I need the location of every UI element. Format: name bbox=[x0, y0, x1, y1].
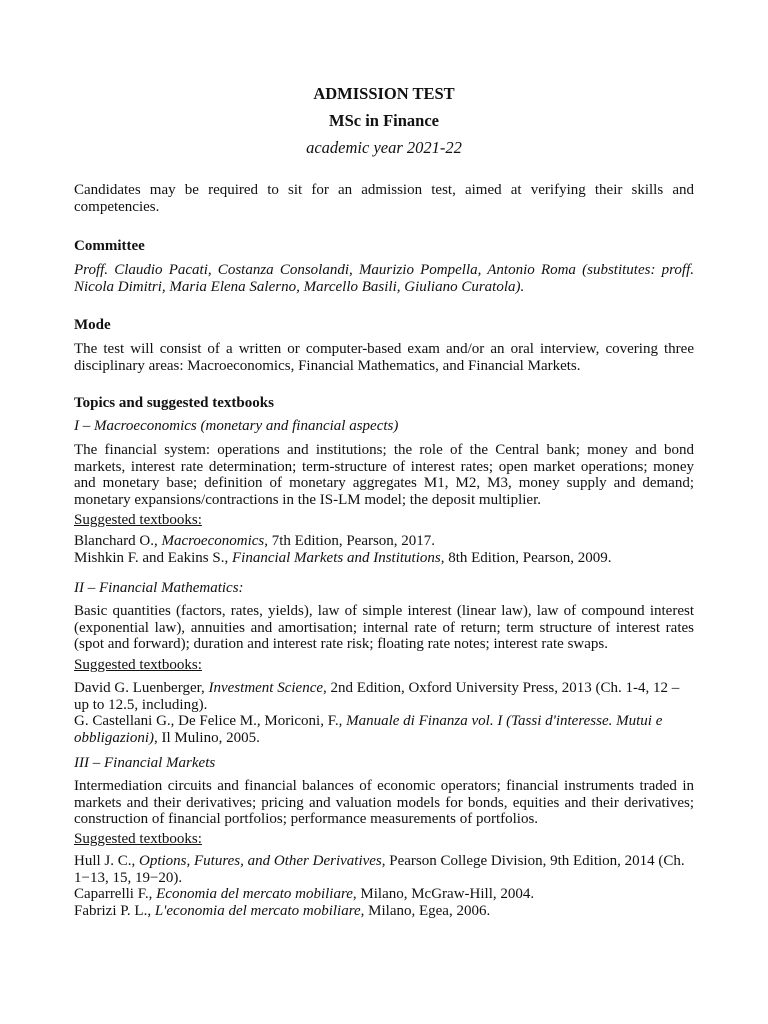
book-entry: Fabrizi P. L., L'economia del mercato mobiliare, Milano, Egea, 2006. bbox=[74, 902, 491, 919]
program-title: MSc in Finance bbox=[329, 111, 439, 130]
mode-text: The test will consist of a written or computer-based exam and/or an oral interview, covering three disciplinary areas: Macroeconomics, Financial Mathematics, and Financial Markets. bbox=[74, 341, 694, 374]
section-title-financial-mathematics: II – Financial Mathematics: bbox=[74, 580, 244, 596]
section-text-financial-markets: Intermediation circuits and financial balances of economic operators; financial instruments traded in markets and their derivatives; pricing and valuation models for bonds, equities and their derivatives; construction of financial portfolios; performance measurements of portfolios. bbox=[74, 778, 694, 827]
book-entry: Hull J. C., Options, Futures, and Other Derivatives, Pearson College Division, 9th Edition, 2014 (Ch. 1−13, 15, 19−20). bbox=[74, 853, 685, 886]
book-entry: David G. Luenberger, Investment Science, 2nd Edition, Oxford University Press, 2013 (Ch. 1-4, 12 – up to 12.5, including). bbox=[74, 680, 680, 713]
section-title-financial-markets: III – Financial Markets bbox=[74, 755, 216, 771]
book-entry: Caparrelli F., Economia del mercato mobiliare, Milano, McGraw-Hill, 2004. bbox=[74, 886, 535, 902]
book-entry: Blanchard O., Macroeconomics, 7th Edition, Pearson, 2017. bbox=[74, 533, 436, 549]
section-title-macroeconomics: I – Macroeconomics (monetary and financial aspects) bbox=[74, 418, 399, 434]
academic-year: academic year 2021-22 bbox=[306, 138, 462, 157]
committee-text: Proff. Claudio Pacati, Costanza Consolandi, Maurizio Pompella, Antonio Roma (substitutes: proff. Nicola Dimitri, Maria Elena Salerno, Marcello Basili, Giuliano Curatola). bbox=[74, 262, 694, 295]
suggested-label: Suggested textbooks: bbox=[74, 657, 202, 673]
section-text-financial-mathematics: Basic quantities (factors, rates, yields), law of simple interest (linear law), law of compound interest (exponential law), annuities and amortisation; internal rate of return; term structure of interest rates (spot and forward); duration and interest rate risk; floating rate notes; interest rate swaps. bbox=[74, 603, 694, 652]
book-list bbox=[74, 680, 694, 746]
section-text-macroeconomics: The financial system: operations and institutions; the role of the Central bank; money and bond markets, interest rate determination; term-structure of interest rates; open market operations; money and monetary base; definition of monetary aggregates M1, M2, M3, money supply and demand; monetary expansions/contractions in the IS-LM model; the deposit multiplier. bbox=[74, 442, 694, 508]
book-list bbox=[74, 533, 694, 566]
topics-heading: Topics and suggested textbooks bbox=[74, 395, 274, 411]
suggested-label: Suggested textbooks: bbox=[74, 831, 202, 847]
document-title: ADMISSION TEST bbox=[313, 84, 455, 103]
book-entry: G. Castellani G., De Felice M., Moriconi, F., Manuale di Finanza vol. I (Tassi d'interesse. Mutui e obbligazioni), Il Mulino, 2005. bbox=[74, 713, 663, 746]
intro-paragraph: Candidates may be required to sit for an admission test, aimed at verifying their skills and competencies. bbox=[74, 182, 694, 215]
book-list bbox=[74, 853, 694, 919]
mode-heading: Mode bbox=[74, 317, 111, 333]
suggested-label: Suggested textbooks: bbox=[74, 512, 202, 528]
book-entry: Mishkin F. and Eakins S., Financial Markets and Institutions, 8th Edition, Pearson, 2009. bbox=[74, 549, 612, 566]
committee-heading: Committee bbox=[74, 238, 145, 254]
